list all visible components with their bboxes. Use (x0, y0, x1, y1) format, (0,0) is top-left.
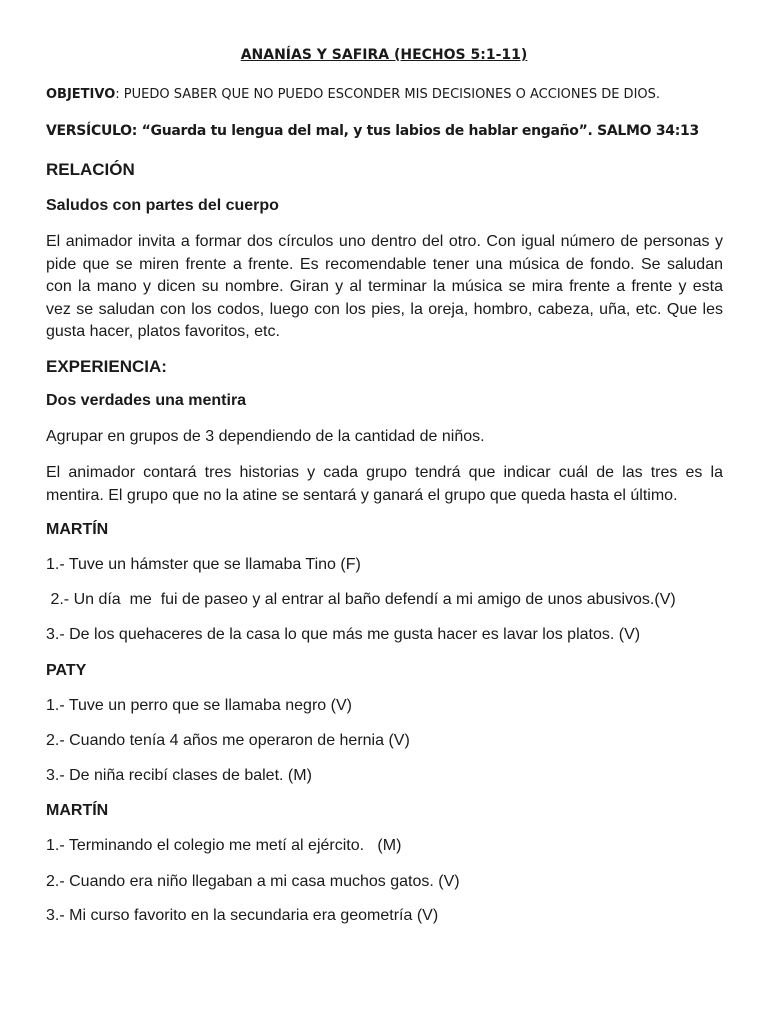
subheading-dos-verdades: Dos verdades una mentira (46, 392, 247, 409)
objective-label: OBJETIVO (46, 87, 116, 102)
paragraph-line: pide que se miren frente a frente. Es recomendable tener una música de fondo. Se saludan (46, 255, 723, 273)
paragraph-line: mentira. El grupo que no la atine se sentará y ganará el grupo que queda hasta el último. (46, 486, 678, 504)
statement-item: 2.- Cuando tenía 4 años me operaron de hernia (V) (46, 732, 410, 749)
objective-line (46, 87, 660, 102)
verse-label: VERSÍCULO (46, 123, 132, 139)
section-heading-experiencia: EXPERIENCIA: (46, 357, 167, 376)
statement-item: 2.- Cuando era niño llegaban a mi casa muchos gatos. (V) (46, 873, 460, 890)
paragraph-line: El animador contará tres historias y cada grupo tendrá que indicar cuál de las tres es la (46, 464, 723, 481)
verse-line (46, 123, 699, 139)
statement-item: 3.- De los quehaceres de la casa lo que más me gusta hacer es lavar los platos. (V) (46, 626, 641, 643)
statement-item: 2.- Un día me fui de paseo y al entrar al baño defendí a mi amigo de unos abusivos.(V) (46, 591, 676, 608)
group-name-martin-2: MARTÍN (46, 802, 109, 819)
paragraph-line: El animador invita a formar dos círculos uno dentro del otro. Con igual número de personas y (46, 233, 723, 250)
statement-item: 1.- Tuve un hámster que se llamaba Tino (F) (46, 556, 361, 573)
group-name-paty: PATY (46, 662, 87, 679)
objective-text: : PUEDO SABER QUE NO PUEDO ESCONDER MIS DECISIONES O ACCIONES DE DIOS. (115, 87, 661, 102)
subheading-saludos: Saludos con partes del cuerpo (46, 197, 279, 214)
statement-item: 3.- De niña recibí clases de balet. (M) (46, 767, 312, 784)
statement-item: 1.- Tuve un perro que se llamaba negro (V) (46, 697, 352, 714)
paragraph-line: gusta hacer, platos favoritos, etc. (46, 323, 280, 340)
relacion-paragraph (46, 231, 723, 344)
statement-item: 3.- Mi curso favorito en la secundaria era geometría (V) (46, 907, 439, 924)
paragraph-line: vez se saludan con los codos, luego con los pies, la oreja, hombro, cabeza, uña, etc. Que les (46, 300, 723, 318)
group-name-martin: MARTÍN (46, 521, 109, 538)
experiencia-intro: Agrupar en grupos de 3 dependiendo de la cantidad de niños. (46, 428, 485, 445)
statement-item: 1.- Terminando el colegio me metí al ejército. (M) (46, 837, 402, 854)
paragraph-line: con la mano y dicen su nombre. Giran y al terminar la música se mira frente a frente y esta (46, 278, 723, 295)
document-title: ANANÍAS Y SAFIRA (HECHOS 5:1-11) (240, 47, 528, 63)
experiencia-rules-paragraph (46, 462, 723, 507)
section-heading-relacion: RELACIÓN (46, 160, 135, 179)
verse-text: : “Guarda tu lengua del mal, y tus labios de hablar engaño”. SALMO 34:13 (131, 123, 699, 139)
